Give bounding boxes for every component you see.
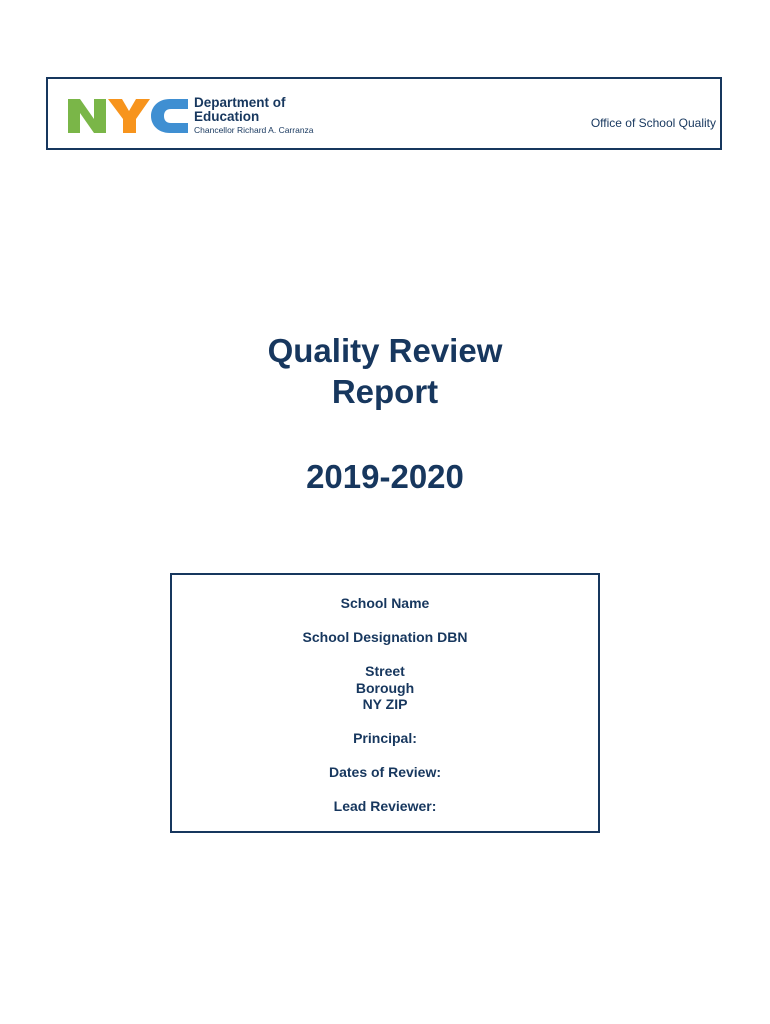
nyc-doe-logo <box>66 95 366 139</box>
school-info-box <box>170 573 600 833</box>
header-box <box>46 77 722 150</box>
school-designation-field: School Designation DBN <box>302 629 468 645</box>
school-name-field: School Name <box>340 595 430 611</box>
zip-field: NY ZIP <box>362 696 408 712</box>
chancellor-label: Chancellor Richard A. Carranza <box>194 125 314 135</box>
report-year: 2019-2020 <box>306 458 464 495</box>
report-title-line2: Report <box>331 373 439 410</box>
dates-of-review-field: Dates of Review: <box>328 764 442 780</box>
department-label: Department of <box>194 95 286 110</box>
report-title-line1: Quality Review <box>267 332 503 369</box>
office-label: Office of School Quality <box>590 116 716 130</box>
education-label: Education <box>194 109 260 124</box>
street-field: Street <box>365 663 405 679</box>
logo-text <box>194 96 364 136</box>
lead-reviewer-field: Lead Reviewer: <box>333 798 437 814</box>
borough-field: Borough <box>355 680 415 696</box>
principal-field: Principal: <box>353 730 417 746</box>
nyc-logo-letters <box>66 97 191 135</box>
